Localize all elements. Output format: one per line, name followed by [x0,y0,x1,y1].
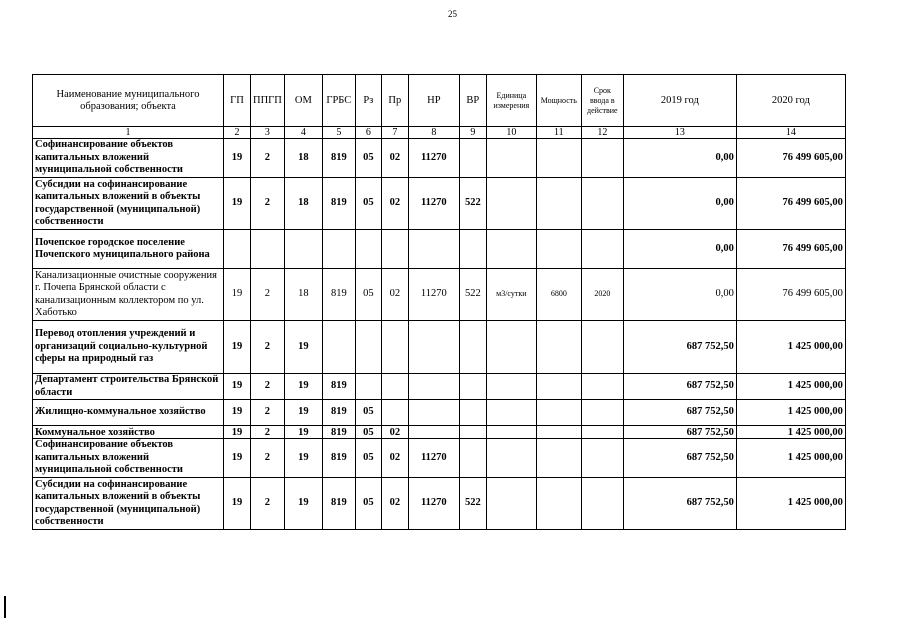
column-number: 13 [623,127,736,139]
cell-rz [355,321,381,374]
cell-grbs: 819 [322,139,355,178]
cell-ppgp: 2 [251,178,285,230]
column-number: 5 [322,127,355,139]
header-grbs: ГРБС [322,75,355,127]
table-row [33,269,846,321]
cell-grbs [322,321,355,374]
cell-term [581,374,623,400]
cell-2020: 1 425 000,00 [736,439,845,478]
budget-table [32,74,846,530]
cell-term [581,230,623,269]
cell-2020: 76 499 605,00 [736,230,845,269]
cell-pr: 02 [381,439,408,478]
cell-nr: 11270 [408,178,459,230]
cell-pr [381,321,408,374]
cell-nr [408,400,459,426]
cell-pr: 02 [381,269,408,321]
table-row [33,400,846,426]
cell-power [536,139,581,178]
cell-unit [486,400,536,426]
cell-power [536,374,581,400]
cell-gp: 19 [224,439,251,478]
cell-2020: 76 499 605,00 [736,178,845,230]
header-2019: 2019 год [623,75,736,127]
cell-name: Субсидии на софинансирование капитальных вложений в объекты государственной (муниципальной) собственности [33,178,224,230]
cell-pr: 02 [381,178,408,230]
table-row [33,374,846,400]
cell-rz: 05 [355,139,381,178]
cell-unit [486,321,536,374]
cell-2019: 0,00 [623,269,736,321]
table-row [33,439,846,478]
column-number: 2 [224,127,251,139]
cell-pr: 02 [381,426,408,439]
cell-nr: 11270 [408,269,459,321]
cell-grbs: 819 [322,374,355,400]
cell-om: 19 [284,374,322,400]
cell-om: 19 [284,321,322,374]
cell-pr: 02 [381,139,408,178]
cell-rz [355,230,381,269]
cell-rz: 05 [355,478,381,530]
column-number: 6 [355,127,381,139]
cell-vr: 522 [459,478,486,530]
cell-rz: 05 [355,178,381,230]
cell-2019: 687 752,50 [623,400,736,426]
cell-2019: 687 752,50 [623,478,736,530]
header-pr: Пр [381,75,408,127]
cell-2020: 1 425 000,00 [736,478,845,530]
cell-name: Коммунальное хозяйство [33,426,224,439]
cell-ppgp: 2 [251,400,285,426]
cell-grbs: 819 [322,400,355,426]
cell-grbs: 819 [322,439,355,478]
cell-gp: 19 [224,374,251,400]
cell-vr: 522 [459,178,486,230]
cell-2019: 0,00 [623,230,736,269]
cell-2019: 0,00 [623,178,736,230]
cell-rz: 05 [355,426,381,439]
cell-om [284,230,322,269]
cell-grbs: 819 [322,478,355,530]
cell-2020: 1 425 000,00 [736,321,845,374]
cell-term: 2020 [581,269,623,321]
cell-term [581,478,623,530]
cell-gp: 19 [224,400,251,426]
column-number: 1 [33,127,224,139]
cell-power [536,178,581,230]
header-vr: ВР [459,75,486,127]
cell-om: 19 [284,426,322,439]
cell-2020: 1 425 000,00 [736,400,845,426]
cell-unit [486,478,536,530]
cell-power [536,321,581,374]
column-number: 3 [251,127,285,139]
cell-term [581,321,623,374]
cell-nr [408,230,459,269]
column-number: 10 [486,127,536,139]
scan-edge-mark [4,596,6,618]
cell-2020: 1 425 000,00 [736,426,845,439]
cell-2019: 687 752,50 [623,321,736,374]
column-number: 12 [581,127,623,139]
header-name: Наименование муниципального образования; объекта [33,75,224,127]
cell-vr [459,439,486,478]
header-rz: Рз [355,75,381,127]
cell-om: 18 [284,139,322,178]
header-power: Мощность [536,75,581,127]
header-ppgp: ППГП [251,75,285,127]
cell-nr: 11270 [408,478,459,530]
cell-power [536,439,581,478]
cell-rz: 05 [355,439,381,478]
cell-nr: 11270 [408,139,459,178]
cell-ppgp: 2 [251,426,285,439]
table-row [33,478,846,530]
table-row [33,426,846,439]
cell-nr [408,374,459,400]
cell-pr [381,374,408,400]
cell-power [536,478,581,530]
cell-ppgp: 2 [251,374,285,400]
cell-om: 19 [284,478,322,530]
cell-vr [459,321,486,374]
header-gp: ГП [224,75,251,127]
column-number: 14 [736,127,845,139]
table-row [33,139,846,178]
cell-vr: 522 [459,269,486,321]
cell-ppgp: 2 [251,478,285,530]
cell-power [536,230,581,269]
cell-term [581,426,623,439]
column-number: 4 [284,127,322,139]
column-number: 8 [408,127,459,139]
cell-rz [355,374,381,400]
cell-ppgp: 2 [251,439,285,478]
cell-name: Софинансирование объектов капитальных вложений муниципальной собственности [33,139,224,178]
cell-term [581,439,623,478]
cell-nr [408,321,459,374]
header-om: ОМ [284,75,322,127]
cell-ppgp [251,230,285,269]
cell-unit [486,139,536,178]
header-term: Срок ввода в действие [581,75,623,127]
cell-gp [224,230,251,269]
cell-unit [486,374,536,400]
cell-2020: 76 499 605,00 [736,139,845,178]
cell-unit [486,426,536,439]
cell-power [536,400,581,426]
table-row [33,321,846,374]
cell-om: 19 [284,400,322,426]
cell-pr [381,400,408,426]
cell-grbs: 819 [322,269,355,321]
cell-vr [459,426,486,439]
cell-ppgp: 2 [251,139,285,178]
cell-vr [459,139,486,178]
cell-nr [408,426,459,439]
cell-gp: 19 [224,478,251,530]
cell-gp: 19 [224,178,251,230]
cell-name: Департамент строительства Брянской области [33,374,224,400]
cell-vr [459,400,486,426]
cell-2019: 687 752,50 [623,439,736,478]
cell-name: Жилищно-коммунальное хозяйство [33,400,224,426]
cell-2020: 76 499 605,00 [736,269,845,321]
cell-unit [486,178,536,230]
cell-pr: 02 [381,478,408,530]
cell-2020: 1 425 000,00 [736,374,845,400]
cell-vr [459,230,486,269]
header-nr: НР [408,75,459,127]
cell-grbs: 819 [322,426,355,439]
column-number: 9 [459,127,486,139]
cell-grbs [322,230,355,269]
cell-unit: м3/сутки [486,269,536,321]
cell-gp: 19 [224,269,251,321]
cell-unit [486,439,536,478]
cell-name: Канализационные очистные сооружения г. Почепа Брянской области с канализационным коллектором по ул. Хаботько [33,269,224,321]
cell-rz: 05 [355,400,381,426]
cell-ppgp: 2 [251,269,285,321]
cell-term [581,178,623,230]
column-number: 11 [536,127,581,139]
table-row [33,178,846,230]
cell-vr [459,374,486,400]
cell-om: 18 [284,178,322,230]
cell-name: Софинансирование объектов капитальных вложений муниципальной собственности [33,439,224,478]
cell-2019: 0,00 [623,139,736,178]
cell-om: 19 [284,439,322,478]
cell-gp: 19 [224,321,251,374]
cell-grbs: 819 [322,178,355,230]
cell-power [536,426,581,439]
cell-name: Почепское городское поселение Почепского муниципального района [33,230,224,269]
cell-term [581,400,623,426]
cell-2019: 687 752,50 [623,426,736,439]
cell-term [581,139,623,178]
column-number: 7 [381,127,408,139]
cell-ppgp: 2 [251,321,285,374]
header-unit: Единица измерения [486,75,536,127]
cell-unit [486,230,536,269]
header-row [33,75,846,127]
cell-name: Перевод отопления учреждений и организаций социально-культурной сферы на природный газ [33,321,224,374]
cell-power: 6800 [536,269,581,321]
cell-nr: 11270 [408,439,459,478]
table-row [33,230,846,269]
cell-om: 18 [284,269,322,321]
cell-name: Субсидии на софинансирование капитальных вложений в объекты государственной (муниципальной) собственности [33,478,224,530]
header-2020: 2020 год [736,75,845,127]
cell-gp: 19 [224,426,251,439]
column-number-row [33,127,846,139]
cell-2019: 687 752,50 [623,374,736,400]
cell-rz: 05 [355,269,381,321]
cell-pr [381,230,408,269]
page-number: 25 [448,9,457,19]
cell-gp: 19 [224,139,251,178]
